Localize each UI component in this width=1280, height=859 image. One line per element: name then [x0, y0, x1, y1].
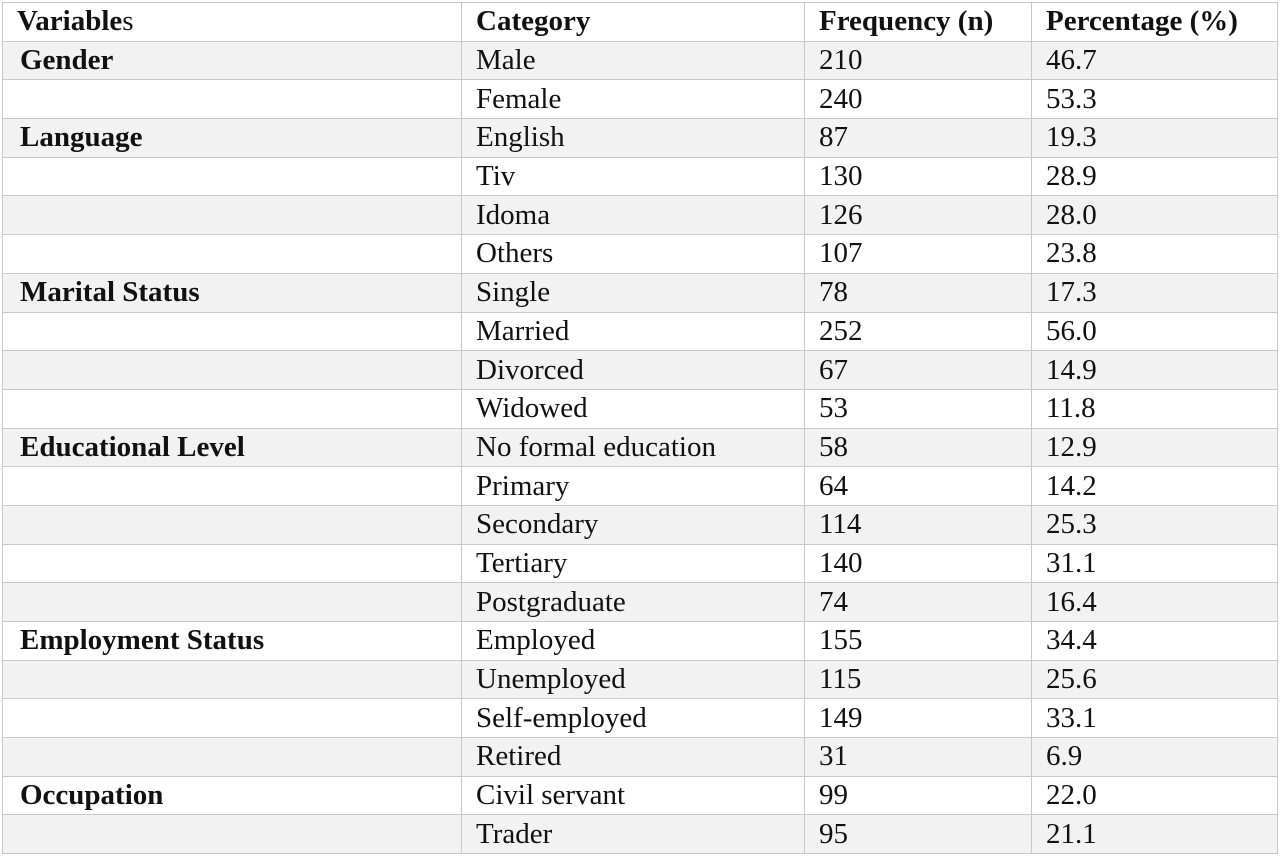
cell-category: Employed	[462, 622, 805, 661]
cell-category: Married	[462, 312, 805, 351]
cell-frequency: 78	[805, 273, 1032, 312]
cell-frequency: 149	[805, 699, 1032, 738]
table-row	[3, 660, 1278, 699]
cell-category: Others	[462, 235, 805, 274]
cell-percentage: 46.7	[1032, 41, 1278, 80]
table-row	[3, 196, 1278, 235]
cell-variable	[3, 80, 462, 119]
cell-frequency: 53	[805, 389, 1032, 428]
cell-variable	[3, 351, 462, 390]
cell-frequency: 252	[805, 312, 1032, 351]
cell-percentage: 25.6	[1032, 660, 1278, 699]
cell-percentage: 31.1	[1032, 544, 1278, 583]
cell-variable	[3, 583, 462, 622]
table-row	[3, 505, 1278, 544]
cell-percentage: 17.3	[1032, 273, 1278, 312]
cell-frequency: 140	[805, 544, 1032, 583]
cell-category: Divorced	[462, 351, 805, 390]
cell-variable	[3, 699, 462, 738]
cell-category: Postgraduate	[462, 583, 805, 622]
cell-frequency: 126	[805, 196, 1032, 235]
cell-variable	[3, 312, 462, 351]
cell-percentage: 22.0	[1032, 776, 1278, 815]
table-row	[3, 467, 1278, 506]
table-row	[3, 738, 1278, 777]
cell-category: Idoma	[462, 196, 805, 235]
cell-variable	[3, 467, 462, 506]
table-row	[3, 622, 1278, 661]
cell-category: Male	[462, 41, 805, 80]
cell-frequency: 58	[805, 428, 1032, 467]
table-row	[3, 699, 1278, 738]
cell-variable: Educational Level	[3, 428, 462, 467]
cell-frequency: 240	[805, 80, 1032, 119]
table-header-row	[3, 3, 1278, 42]
header-category: Category	[462, 3, 805, 42]
cell-percentage: 56.0	[1032, 312, 1278, 351]
cell-frequency: 31	[805, 738, 1032, 777]
cell-percentage: 16.4	[1032, 583, 1278, 622]
cell-frequency: 210	[805, 41, 1032, 80]
cell-frequency: 87	[805, 119, 1032, 158]
cell-variable	[3, 196, 462, 235]
cell-category: Tertiary	[462, 544, 805, 583]
table-row	[3, 235, 1278, 274]
table-row	[3, 544, 1278, 583]
table-row	[3, 389, 1278, 428]
cell-variable: Gender	[3, 41, 462, 80]
cell-frequency: 130	[805, 157, 1032, 196]
cell-category: Widowed	[462, 389, 805, 428]
header-frequency: Frequency (n)	[805, 3, 1032, 42]
cell-category: English	[462, 119, 805, 158]
cell-frequency: 95	[805, 815, 1032, 854]
cell-variable: Language	[3, 119, 462, 158]
table-row	[3, 157, 1278, 196]
cell-category: Secondary	[462, 505, 805, 544]
cell-category: Tiv	[462, 157, 805, 196]
header-variables: Variables	[3, 3, 462, 42]
table-row	[3, 428, 1278, 467]
cell-percentage: 19.3	[1032, 119, 1278, 158]
cell-percentage: 14.2	[1032, 467, 1278, 506]
cell-variable	[3, 660, 462, 699]
table-row	[3, 583, 1278, 622]
cell-variable	[3, 505, 462, 544]
cell-variable: Employment Status	[3, 622, 462, 661]
cell-frequency: 64	[805, 467, 1032, 506]
cell-category: Unemployed	[462, 660, 805, 699]
cell-percentage: 28.9	[1032, 157, 1278, 196]
cell-percentage: 6.9	[1032, 738, 1278, 777]
cell-percentage: 53.3	[1032, 80, 1278, 119]
cell-category: Trader	[462, 815, 805, 854]
table-row	[3, 312, 1278, 351]
table-row	[3, 80, 1278, 119]
cell-percentage: 28.0	[1032, 196, 1278, 235]
cell-percentage: 25.3	[1032, 505, 1278, 544]
cell-category: Primary	[462, 467, 805, 506]
cell-frequency: 67	[805, 351, 1032, 390]
cell-variable	[3, 157, 462, 196]
cell-frequency: 115	[805, 660, 1032, 699]
header-percentage: Percentage (%)	[1032, 3, 1278, 42]
cell-category: Retired	[462, 738, 805, 777]
table-row	[3, 776, 1278, 815]
cell-variable: Marital Status	[3, 273, 462, 312]
cell-category: Single	[462, 273, 805, 312]
cell-category: Civil servant	[462, 776, 805, 815]
cell-frequency: 155	[805, 622, 1032, 661]
cell-variable	[3, 815, 462, 854]
cell-percentage: 14.9	[1032, 351, 1278, 390]
cell-category: Female	[462, 80, 805, 119]
cell-category: No formal education	[462, 428, 805, 467]
table-row	[3, 815, 1278, 854]
cell-variable	[3, 235, 462, 274]
cell-percentage: 34.4	[1032, 622, 1278, 661]
cell-percentage: 23.8	[1032, 235, 1278, 274]
table-row	[3, 351, 1278, 390]
cell-variable: Occupation	[3, 776, 462, 815]
table-row	[3, 273, 1278, 312]
cell-frequency: 107	[805, 235, 1032, 274]
cell-frequency: 99	[805, 776, 1032, 815]
cell-frequency: 114	[805, 505, 1032, 544]
cell-variable	[3, 738, 462, 777]
cell-category: Self-employed	[462, 699, 805, 738]
cell-frequency: 74	[805, 583, 1032, 622]
cell-percentage: 21.1	[1032, 815, 1278, 854]
cell-percentage: 12.9	[1032, 428, 1278, 467]
cell-percentage: 33.1	[1032, 699, 1278, 738]
table-row	[3, 119, 1278, 158]
cell-variable	[3, 544, 462, 583]
cell-variable	[3, 389, 462, 428]
cell-percentage: 11.8	[1032, 389, 1278, 428]
demographics-table	[2, 2, 1278, 854]
table-row	[3, 41, 1278, 80]
